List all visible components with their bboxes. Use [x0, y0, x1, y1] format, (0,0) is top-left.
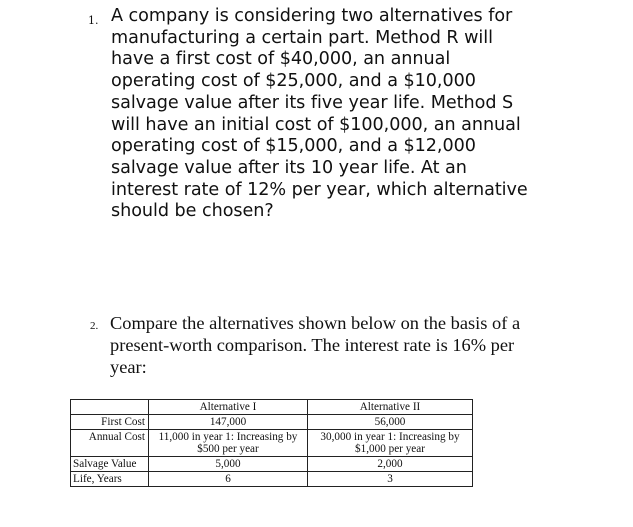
- table-row: [71, 457, 473, 472]
- row-label-salvage-value: Salvage Value: [71, 457, 149, 472]
- table-header-row: [71, 400, 473, 415]
- question-2-number: 2.: [90, 320, 99, 332]
- table-row: [71, 472, 473, 487]
- question-1-text: A company is considering two alternatives for manufacturing a certain part. Method R will have a first cost of $40,000, an annual operating cost of $25,000, and a $10,000 salvage value after its five year life. Method S will have an initial cost of $100,000, an annual operating cost of $15,000, and a $12,000 salvage value after its 10 year life. At an interest rate of 12% per year, which alternative should be chosen?: [111, 6, 528, 222]
- cell-alt1-salvage-value: 5,000: [149, 457, 308, 472]
- table-header-blank: [71, 400, 149, 415]
- cell-alt2-salvage-value: 2,000: [308, 457, 473, 472]
- alternatives-table: [70, 399, 473, 487]
- table-row: [71, 430, 473, 457]
- cell-alt2-annual-cost: 30,000 in year 1: Increasing by $1,000 per year: [308, 430, 473, 457]
- cell-alt1-annual-cost: 11,000 in year 1: Increasing by $500 per year: [149, 430, 308, 457]
- table-header-alt1: Alternative I: [149, 400, 308, 415]
- row-label-life-years: Life, Years: [71, 472, 149, 487]
- question-2-text: Compare the alternatives shown below on the basis of a present-worth comparison. The interest rate is 16% per year:: [110, 313, 521, 377]
- cell-alt1-life-years: 6: [149, 472, 308, 487]
- cell-alt1-first-cost: 147,000: [149, 415, 308, 430]
- question-1-number: 1.: [88, 14, 99, 27]
- cell-alt2-life-years: 3: [308, 472, 473, 487]
- row-label-annual-cost: Annual Cost: [71, 430, 149, 457]
- cell-alt2-first-cost: 56,000: [308, 415, 473, 430]
- table-row: [71, 415, 473, 430]
- row-label-first-cost: First Cost: [71, 415, 149, 430]
- table-header-alt2: Alternative II: [308, 400, 473, 415]
